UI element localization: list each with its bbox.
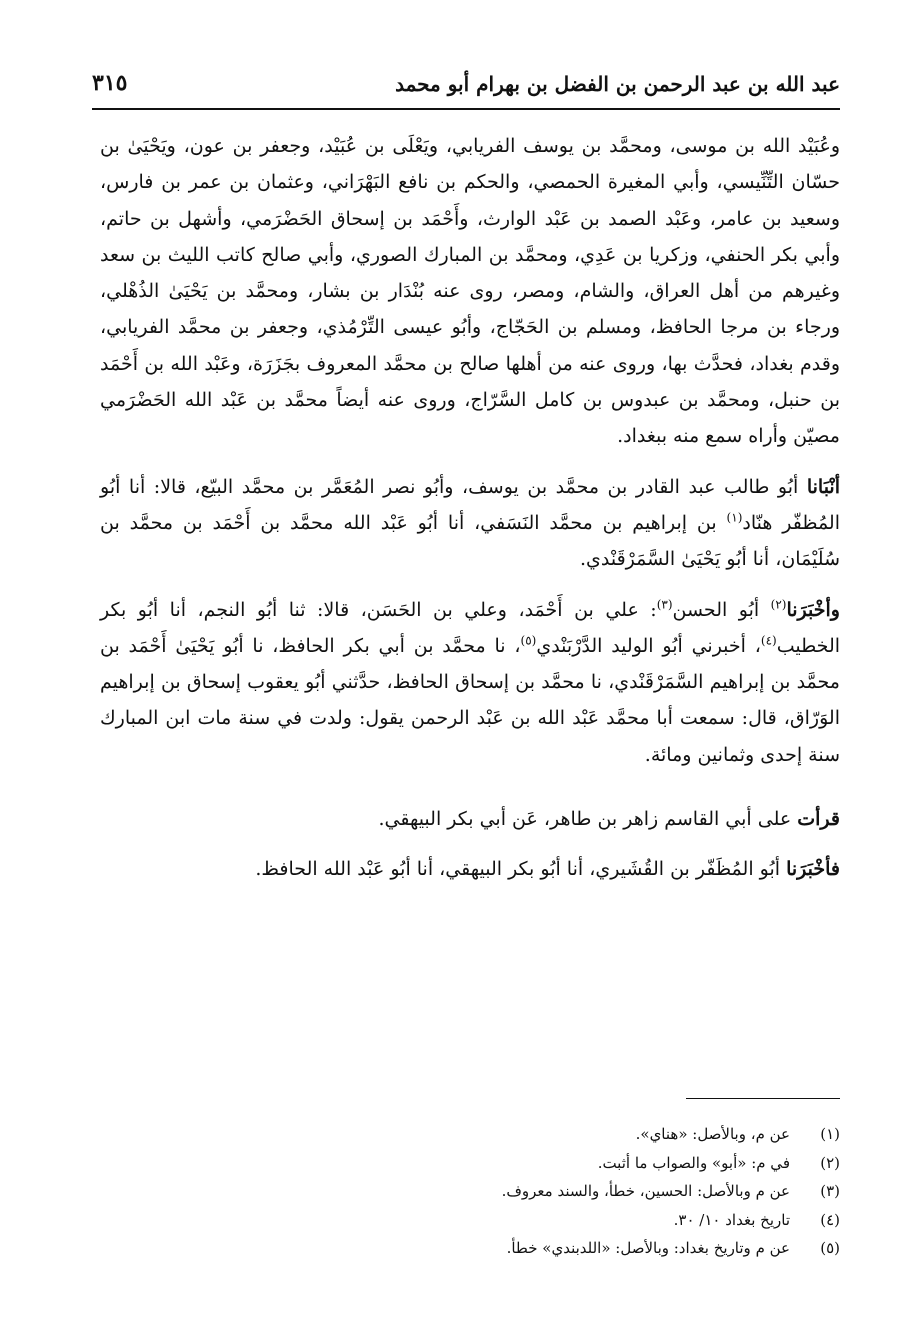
paragraph-text: : علي بن أَحْمَد، وعلي بن الحَسَن، قالا: ثنا أبُو النجم، أنا أبُو بكر الخطيب	[100, 598, 841, 657]
footnote-text: عن م، وبالأصل: «هناي».	[635, 1125, 790, 1143]
running-title: عبد الله بن عبد الرحمن بن الفضل بن بهرام أبو محمد	[395, 72, 840, 96]
isnad-lead-word: أنْبَانا	[806, 475, 840, 498]
footnote-ref-4: (٤)	[760, 633, 777, 648]
footnote-item	[100, 1149, 840, 1178]
paragraph-text: أبُو المُظَفّر بن القُشَيري، أنا أبُو بكر البيهقي، أنا أبُو عَبْد الله الحافظ.	[255, 858, 787, 881]
header-rule	[92, 108, 840, 110]
paragraph-1: وعُبَيْد الله بن موسى، ومحمَّد بن يوسف الفريابي، ويَعْلَى بن عُبَيْد، وجعفر بن عون، ويَحْيَىٰ بن حسّان التِّنِّيسي، وأبي المغيرة الحمصي، والحكم بن نافع البَهْرَاني، وعثمان بن عمر بن فارس، وسعيد بن عامر، وعَبْد الصمد بن عَبْد الوارث، وأَحْمَد بن إسحاق الحَضْرَمي، وأشهل بن حاتم، وأبي بكر الحنفي، وزكريا بن عَدِي، ومحمَّد بن المبارك الصوري، وأبي صالح كاتب الليث بن سعد وغيرهم من أهل العراق، والشام، ومصر، روى عنه بُنْدَار بن بشار، ومحمَّد بن يَحْيَىٰ الذُهْلي، ورجاء بن مرجا الحافظ، ومسلم بن الحَجّاج، وأبُو عيسى التِّرْمُذي، وجعفر بن محمَّد الفريابي، وقدم بغداد، فحدَّث بها، وروى عنه من أهلها صالح بن محمَّد المعروف بجَزَرَة، وعَبْد الله بن أَحْمَد بن حنبل، ومحمَّد بن عبدوس بن كامل السَّرّاج، وروى عنه أيضاً محمَّد بن عَبْد الله الحَضْرَمي مصيّن وأراه سمع منه ببغداد.	[100, 135, 840, 448]
footnote-number: (٢)	[820, 1153, 840, 1172]
footnote-number: (٤)	[820, 1210, 840, 1229]
footnote-item	[100, 1206, 840, 1235]
paragraph-text: أبُو الحسن	[672, 598, 771, 621]
footnote-text: تاريخ بغداد ١٠/ ٣٠.	[673, 1210, 790, 1229]
paragraph-5	[100, 851, 840, 887]
paragraph-2	[100, 469, 840, 578]
paragraph-text: ، نا محمَّد بن أبي بكر الحافظ، نا أبُو يَحْيَىٰ أَحْمَد بن محمَّد بن إبراهيم السَّمَرْقَنْدي، نا محمَّد بن إسحاق الحافظ، حدَّثني أبُو يعقوب إسحاق بن إبراهيم الوَرّاق، قال: سمعت أبا محمَّد عَبْد الله بن عَبْد الرحمن يقول: ولدت في سنة مات ابن المبارك سنة إحدى وثمانين ومائة.	[100, 634, 840, 766]
footnote-ref-1: (١)	[726, 510, 743, 525]
footnotes	[100, 1120, 840, 1263]
footnote-item	[100, 1177, 840, 1206]
isnad-lead-word: قرأت	[797, 808, 840, 831]
paragraph-text: أبُو طالب عبد القادر بن محمَّد بن يوسف، وأبُو نصر المُعَمَّر بن محمَّد البيّع، قالا: أنا أبُو المُظفّر هنّاد	[100, 475, 840, 534]
footnote-ref-5: (٥)	[520, 633, 537, 648]
paragraph-text: على أبي القاسم زاهر بن طاهر، عَن أبي بكر البيهقي.	[378, 808, 798, 831]
footnote-number: (٥)	[820, 1239, 840, 1257]
isnad-lead-word: وأخْبَرَنا	[786, 598, 840, 621]
footnote-rule	[686, 1098, 840, 1099]
footnote-number: (٣)	[820, 1182, 840, 1200]
paragraph-3	[100, 592, 840, 773]
paragraph-text: بن إبراهيم بن محمَّد النَسَفي، أنا أبُو عَبْد الله محمَّد بن أَحْمَد بن محمَّد بن سُلَيْمَان، أنا أبُو يَحْيَىٰ السَّمَرْقَنْدي.	[100, 511, 840, 571]
footnote-text: عن م وتاريخ بغداد: وبالأصل: «اللدبندي» خطأ.	[506, 1239, 790, 1257]
footnote-text: عن م وبالأصل: الحسين، خطأ، والسند معروف.	[501, 1182, 790, 1200]
footnote-item	[100, 1234, 840, 1263]
page-header	[92, 68, 840, 104]
main-text	[100, 128, 840, 888]
paragraph-4	[100, 801, 840, 837]
footnote-ref-3: (٣)	[656, 597, 673, 612]
footnote-text: في م: «أبو» والصواب ما أثبت.	[597, 1153, 790, 1172]
paragraph-text: ، أخبرني أبُو الوليد الدَّرْبَنْدي	[536, 634, 761, 657]
footnote-item	[100, 1120, 840, 1149]
isnad-lead-word: فأخْبَرَنا	[786, 858, 840, 881]
footnote-ref-2: (٢)	[770, 597, 787, 612]
page-number: ٣١٥	[92, 70, 128, 96]
footnote-number: (١)	[820, 1125, 840, 1143]
